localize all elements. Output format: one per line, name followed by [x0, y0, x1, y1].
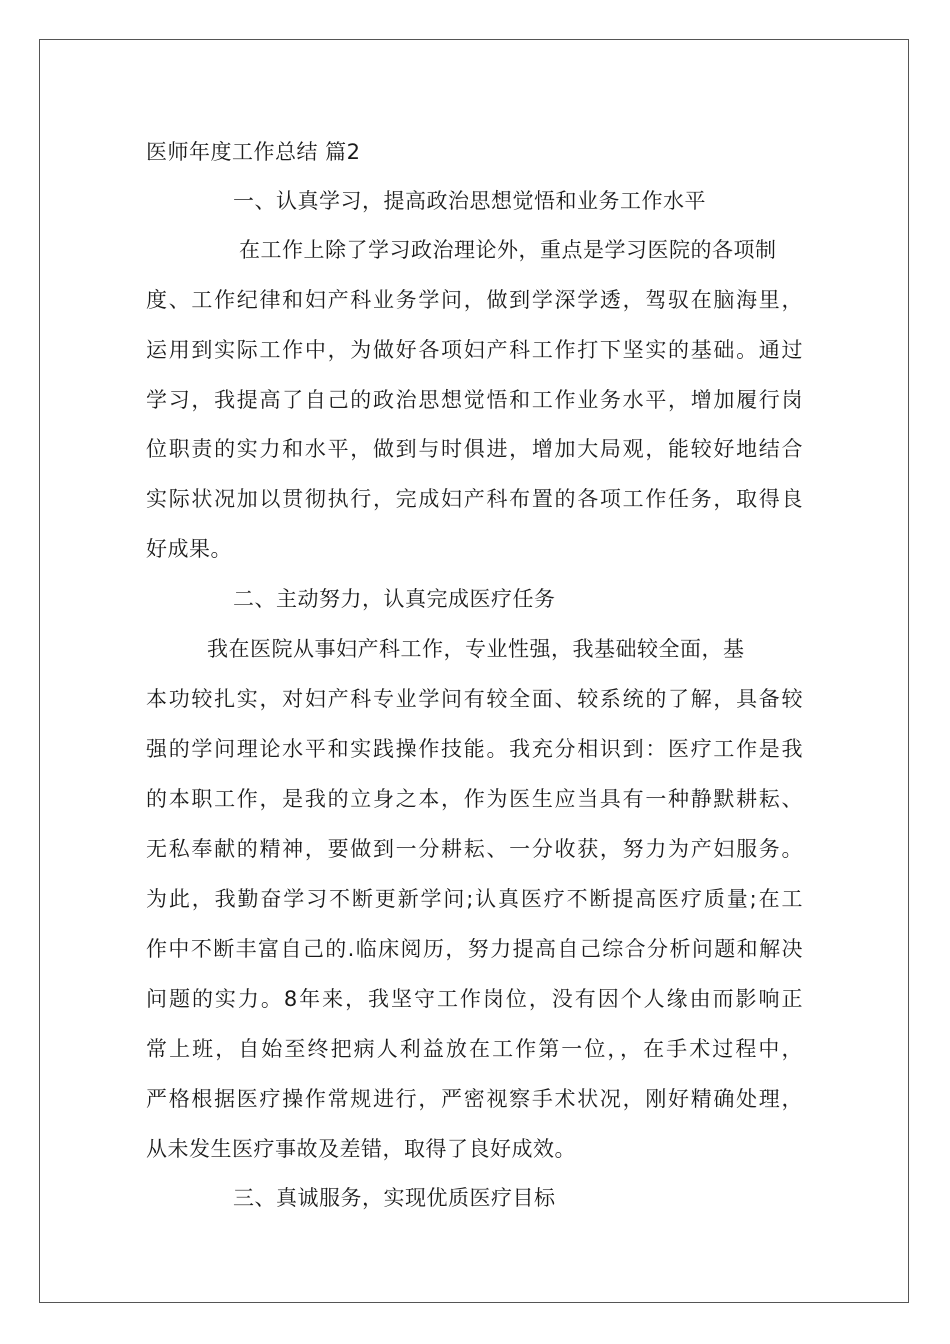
document-title: 医师年度工作总结 篇2	[146, 140, 361, 164]
section3-heading: 三、真诚服务，实现优质医疗目标	[233, 1186, 556, 1210]
section1-line-2: 度、工作纪律和妇产科业务学问，做到学深学透，驾驭在脑海里，	[146, 288, 803, 312]
section2-line-3: 强的学问理论水平和实践操作技能。我充分相识到：医疗工作是我	[146, 737, 803, 761]
section2-line-2: 本功较扎实，对妇产科专业学问有较全面、较系统的了解，具备较	[146, 687, 803, 711]
section2-line-4: 的本职工作，是我的立身之本，作为医生应当具有一种静默耕耘、	[146, 787, 803, 811]
section1-line-6: 实际状况加以贯彻执行，完成妇产科布置的各项工作任务，取得良	[146, 487, 803, 511]
section2-line-6: 为此，我勤奋学习不断更新学问;认真医疗不断提高医疗质量;在工	[146, 887, 803, 911]
section2-line-1: 我在医院从事妇产科工作，专业性强，我基础较全面，基	[207, 637, 745, 661]
section2-line-7: 作中不断丰富自己的.临床阅历，努力提高自己综合分析问题和解决	[146, 937, 803, 961]
section2-line-10: 严格根据医疗操作常规进行，严密视察手术状况，刚好精确处理，	[146, 1087, 803, 1111]
section1-heading: 一、认真学习，提高政治思想觉悟和业务工作水平	[233, 189, 706, 213]
section1-line-1: 在工作上除了学习政治理论外，重点是学习医院的各项制	[239, 238, 777, 262]
section2-line-5: 无私奉献的精神，要做到一分耕耘、一分收获，努力为产妇服务。	[146, 837, 803, 861]
section1-line-4: 学习，我提高了自己的政治思想觉悟和工作业务水平，增加履行岗	[146, 388, 803, 412]
section2-line-8: 问题的实力。8年来，我坚守工作岗位，没有因个人缘由而影响正	[146, 987, 803, 1011]
section1-line-5: 位职责的实力和水平，做到与时俱进，增加大局观，能较好地结合	[146, 437, 803, 461]
section2-heading: 二、主动努力，认真完成医疗任务	[233, 587, 556, 611]
section2-line-11: 从未发生医疗事故及差错，取得了良好成效。	[146, 1137, 576, 1161]
section1-line-3: 运用到实际工作中，为做好各项妇产科工作打下坚实的基础。通过	[146, 338, 803, 362]
section1-line-7: 好成果。	[146, 537, 232, 561]
section2-line-9: 常上班，自始至终把病人利益放在工作第一位，，在手术过程中，	[146, 1037, 803, 1061]
